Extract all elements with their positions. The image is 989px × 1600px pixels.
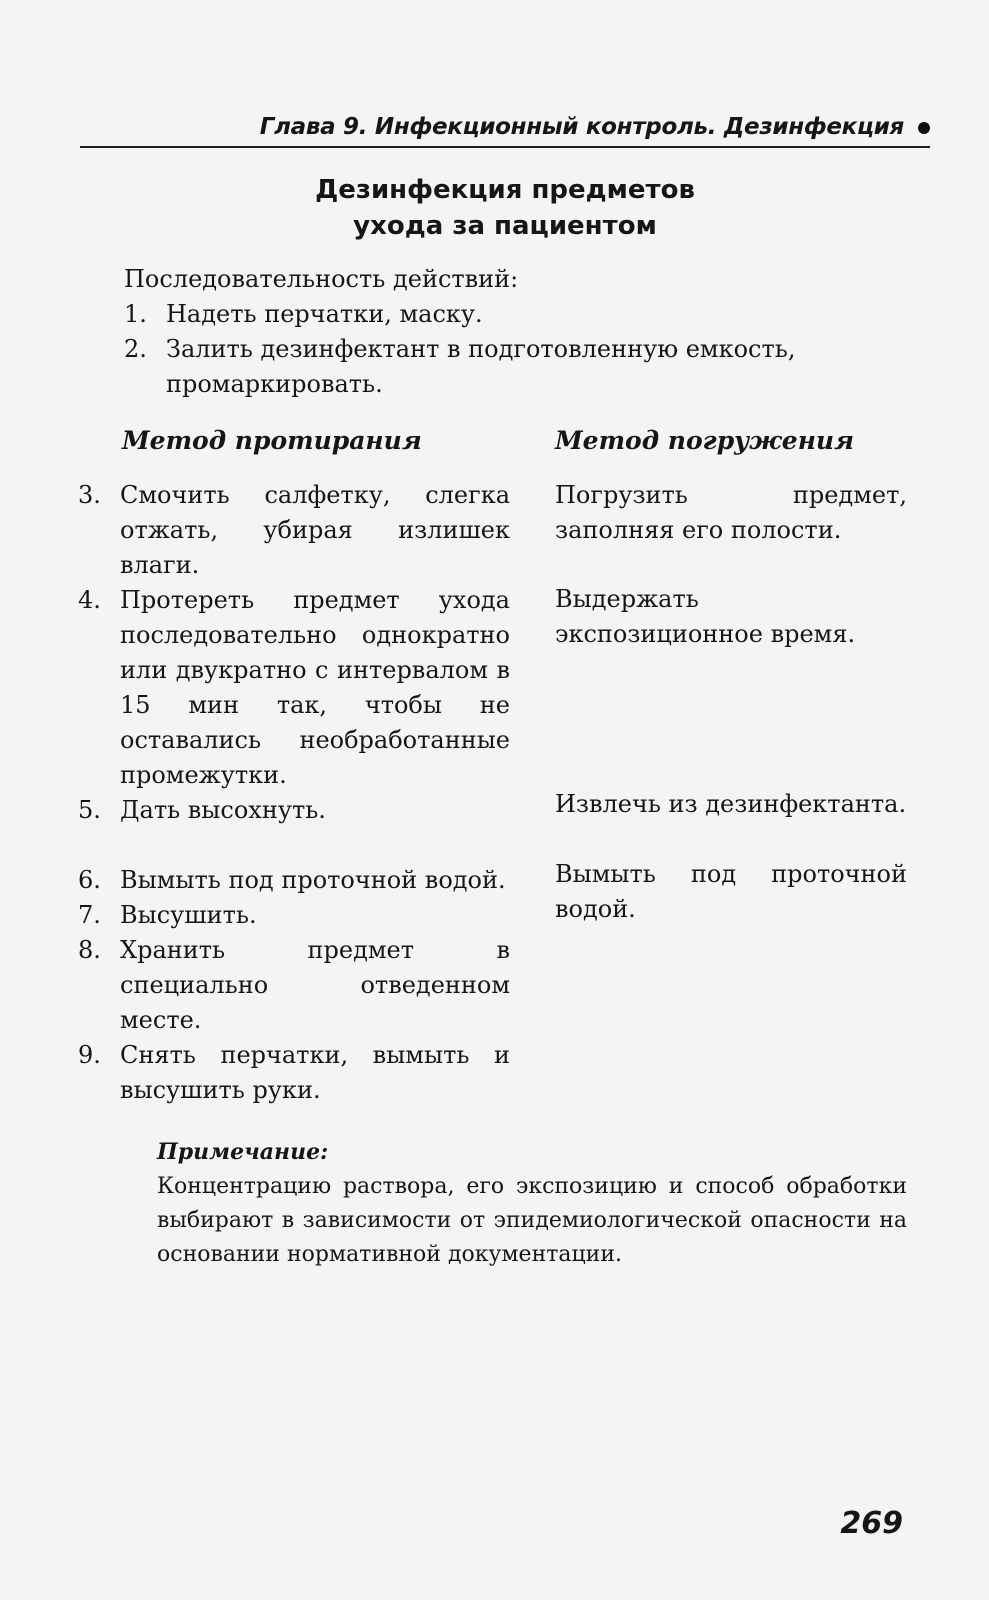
section-title (0, 172, 989, 244)
list-item (78, 793, 510, 828)
list-item (124, 297, 924, 332)
step-number: 6. (78, 866, 101, 894)
list-item (78, 1038, 510, 1108)
list-item (78, 478, 510, 583)
immersion-method-heading: Метод погружения (555, 426, 854, 455)
running-header-title: Глава 9. Инфекционный контроль. Дезинфекция (259, 114, 904, 140)
list-item (124, 332, 924, 402)
section-title-line1: Дезинфекция предметов (315, 175, 695, 205)
page-number: 269 (840, 1506, 903, 1541)
bullet-icon (918, 122, 930, 134)
common-steps (124, 297, 924, 402)
step-text: Снять перчатки, вымыть и высушить руки. (120, 1041, 510, 1104)
intro-text: Последовательность действий: (124, 265, 519, 293)
wipe-method-heading: Метод протирания (122, 426, 422, 455)
step-number: 2. (124, 335, 147, 363)
immersion-step: Вымыть под проточной водой. (555, 860, 907, 923)
note-label: Примечание: (157, 1139, 329, 1165)
immersion-step: Выдержать экспозиционное время. (555, 585, 856, 648)
running-header (80, 112, 930, 148)
step-number: 3. (78, 481, 101, 509)
list-item (78, 898, 510, 933)
immersion-step: Извлечь из дезинфектанта. (555, 790, 907, 818)
list-item (78, 583, 510, 793)
step-number: 9. (78, 1041, 101, 1069)
list-item (78, 933, 510, 1038)
list-item (78, 863, 510, 898)
step-text: Протереть предмет ухода последовательно однократно или двукратно с интервалом в 15 мин так, чтобы не оставались необработанные промежутки. (120, 586, 510, 789)
note-text: Концентрацию раствора, его экспозицию и способ обработки выбирают в зависимости от эпидемиологической опасности на основании нормативной документации. (157, 1174, 907, 1267)
step-text: Хранить предмет в специально отведенном месте. (120, 936, 510, 1034)
wipe-steps (78, 478, 510, 1108)
step-text: Смочить салфетку, слегка отжать, убирая излишек влаги. (120, 481, 510, 579)
step-text: Надеть перчатки, маску. (166, 300, 483, 328)
step-text: Вымыть под проточной водой. (120, 866, 506, 894)
immersion-step: Погрузить предмет, заполняя его полости. (555, 481, 907, 544)
step-text: Залить дезинфектант в подготовленную емкость, промаркировать. (166, 335, 796, 398)
step-number: 5. (78, 796, 101, 824)
step-text: Дать высохнуть. (120, 796, 326, 824)
section-title-line2: ухода за пациентом (353, 211, 657, 241)
step-number: 1. (124, 300, 147, 328)
step-text: Высушить. (120, 901, 257, 929)
step-number: 7. (78, 901, 101, 929)
step-number: 8. (78, 936, 101, 964)
step-number: 4. (78, 586, 101, 614)
